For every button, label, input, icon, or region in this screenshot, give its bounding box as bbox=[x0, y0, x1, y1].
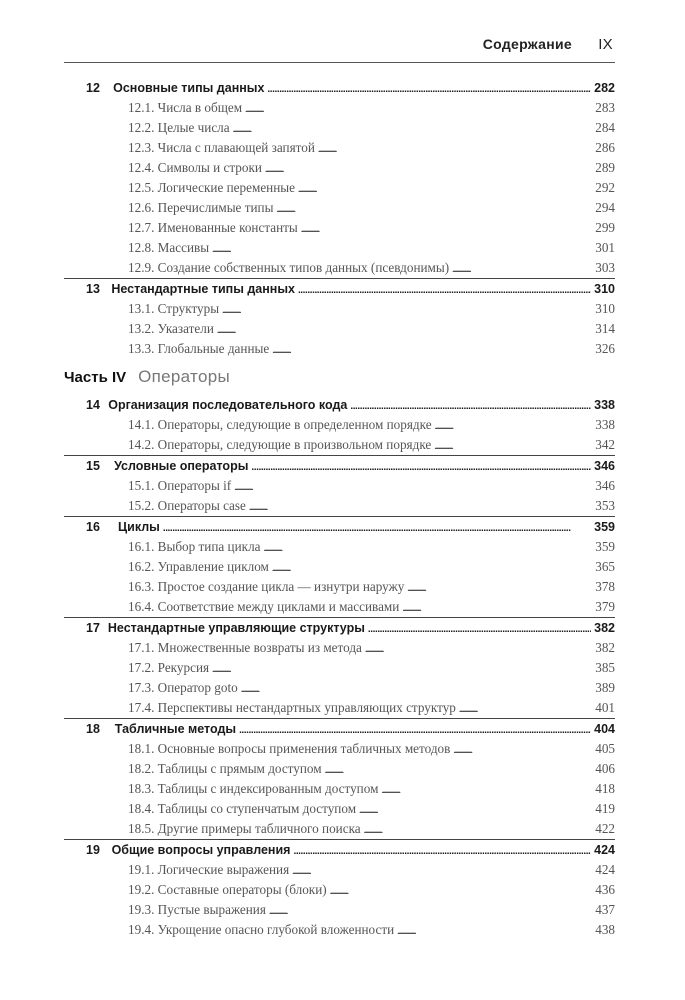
section-title: 19.1. Логические выражения bbox=[128, 862, 290, 877]
chapter-entry[interactable] bbox=[64, 78, 615, 98]
chapter-page-number: 282 bbox=[594, 81, 615, 95]
section-entry[interactable] bbox=[64, 138, 615, 158]
chapter-page-number: 382 bbox=[594, 621, 615, 635]
section-page-number: 299 bbox=[595, 220, 615, 235]
dot-leader bbox=[318, 138, 592, 159]
section-title: 16.1. Выбор типа цикла bbox=[128, 539, 261, 554]
section-title: 12.9. Создание собственных типов данных (псевдонимы) bbox=[128, 260, 450, 275]
dot-leader bbox=[407, 577, 592, 598]
section-title: 18.4. Таблицы со ступенчатым доступом bbox=[128, 801, 357, 816]
section-title: 17.1. Множественные возвраты из метода bbox=[128, 640, 362, 655]
section-title: 13.1. Структуры bbox=[128, 301, 220, 316]
section-page-number: 289 bbox=[595, 160, 615, 175]
dot-leader bbox=[292, 860, 592, 881]
chapter-block bbox=[64, 455, 615, 516]
dot-leader bbox=[301, 218, 592, 239]
chapter-entry[interactable] bbox=[64, 395, 615, 415]
chapter-block bbox=[64, 839, 615, 940]
running-header bbox=[483, 36, 613, 53]
section-entry[interactable] bbox=[64, 258, 615, 278]
chapter-title: Табличные методы bbox=[114, 722, 237, 736]
dot-leader bbox=[241, 678, 592, 699]
chapter-title: Основные типы данных bbox=[113, 81, 265, 95]
section-title: 14.1. Операторы, следующие в определенном порядке bbox=[128, 417, 432, 432]
dot-leader bbox=[397, 920, 592, 941]
dot-leader bbox=[249, 496, 592, 517]
chapter-page-number: 404 bbox=[594, 722, 615, 736]
section-entry[interactable] bbox=[64, 638, 615, 658]
chapter-block bbox=[64, 516, 615, 617]
section-title: 12.8. Массивы bbox=[128, 240, 210, 255]
chapter-number: 17 bbox=[86, 621, 100, 635]
dot-leader bbox=[381, 779, 592, 800]
section-entry[interactable] bbox=[64, 557, 615, 577]
section-title: 12.4. Символы и строки bbox=[128, 160, 262, 175]
section-entry[interactable] bbox=[64, 238, 615, 258]
section-page-number: 365 bbox=[595, 559, 615, 574]
section-page-number: 292 bbox=[595, 180, 615, 195]
section-title: 16.3. Простое создание цикла — изнутри наружу bbox=[128, 579, 405, 594]
section-title: 12.2. Целые числа bbox=[128, 120, 230, 135]
section-title: 19.2. Составные операторы (блоки) bbox=[128, 882, 327, 897]
section-entry[interactable] bbox=[64, 415, 615, 435]
dot-leader bbox=[212, 238, 592, 259]
section-entry[interactable] bbox=[64, 739, 615, 759]
dot-leader bbox=[217, 319, 592, 340]
chapter-number: 14 bbox=[86, 398, 100, 412]
chapter-entry[interactable] bbox=[64, 719, 615, 739]
section-page-number: 419 bbox=[595, 801, 615, 816]
section-entry[interactable] bbox=[64, 476, 615, 496]
chapter-page-number: 338 bbox=[594, 398, 615, 412]
section-title: 19.3. Пустые выражения bbox=[128, 902, 266, 917]
section-entry[interactable] bbox=[64, 900, 615, 920]
chapter-number: 18 bbox=[86, 722, 100, 736]
section-page-number: 389 bbox=[595, 680, 615, 695]
section-title: 16.4. Соответствие между циклами и массивами bbox=[128, 599, 400, 614]
dot-leader bbox=[245, 98, 592, 119]
section-entry[interactable] bbox=[64, 678, 615, 698]
section-page-number: 424 bbox=[595, 862, 615, 877]
chapter-entry[interactable] bbox=[64, 840, 615, 860]
chapter-page-number: 310 bbox=[594, 282, 615, 296]
section-page-number: 385 bbox=[595, 660, 615, 675]
section-page-number: 382 bbox=[595, 640, 615, 655]
section-title: 17.4. Перспективы нестандартных управляющих структур bbox=[128, 700, 456, 715]
section-title: 12.6. Перечислимые типы bbox=[128, 200, 274, 215]
dot-leader bbox=[330, 880, 593, 901]
section-page-number: 401 bbox=[595, 700, 615, 715]
section-title: 13.2. Указатели bbox=[128, 321, 214, 336]
chapter-number: 13 bbox=[86, 282, 100, 296]
section-title: 18.5. Другие примеры табличного поиска bbox=[128, 821, 361, 836]
dot-leader bbox=[212, 658, 592, 679]
chapter-title: Нестандартные типы данных bbox=[111, 282, 295, 296]
section-entry[interactable] bbox=[64, 158, 615, 178]
section-page-number: 422 bbox=[595, 821, 615, 836]
dot-leader bbox=[272, 339, 592, 360]
dot-leader bbox=[365, 638, 592, 659]
section-page-number: 346 bbox=[595, 478, 615, 493]
chapter-block bbox=[64, 617, 615, 718]
section-entry[interactable] bbox=[64, 577, 615, 597]
section-page-number: 284 bbox=[595, 120, 615, 135]
dot-leader bbox=[435, 415, 593, 436]
chapter-title: Общие вопросы управления bbox=[111, 843, 291, 857]
section-title: 17.2. Рекурсия bbox=[128, 660, 210, 675]
section-page-number: 353 bbox=[595, 498, 615, 513]
dot-leader bbox=[368, 618, 591, 640]
section-page-number: 338 bbox=[595, 417, 615, 432]
section-page-number: 310 bbox=[595, 301, 615, 316]
section-entry[interactable] bbox=[64, 698, 615, 718]
section-entry[interactable] bbox=[64, 779, 615, 799]
section-title: 18.1. Основные вопросы применения табличных методов bbox=[128, 741, 451, 756]
chapter-number: 15 bbox=[86, 459, 100, 473]
chapter-block bbox=[64, 718, 615, 839]
dot-leader bbox=[251, 456, 591, 478]
dot-leader bbox=[434, 435, 592, 456]
section-entry[interactable] bbox=[64, 339, 615, 359]
dot-leader bbox=[163, 517, 591, 539]
section-entry[interactable] bbox=[64, 880, 615, 900]
section-title: 12.1. Числа в общем bbox=[128, 100, 243, 115]
section-page-number: 314 bbox=[595, 321, 615, 336]
running-header-page-number: IX bbox=[598, 36, 613, 53]
chapter-block bbox=[64, 395, 615, 455]
section-title: 13.3. Глобальные данные bbox=[128, 341, 270, 356]
section-page-number: 436 bbox=[595, 882, 615, 897]
dot-leader bbox=[264, 537, 593, 558]
section-page-number: 418 bbox=[595, 781, 615, 796]
dot-leader bbox=[453, 739, 592, 760]
section-entry[interactable] bbox=[64, 496, 615, 516]
section-entry[interactable] bbox=[64, 759, 615, 779]
chapter-entry[interactable] bbox=[64, 618, 615, 638]
section-title: 15.2. Операторы case bbox=[128, 498, 246, 513]
running-header-section: Содержание bbox=[482, 36, 573, 52]
part-title: Операторы bbox=[138, 367, 230, 386]
dot-leader bbox=[402, 597, 592, 618]
dot-leader bbox=[452, 258, 592, 279]
chapter-entry[interactable] bbox=[64, 279, 615, 299]
dot-leader bbox=[298, 178, 592, 199]
table-of-contents bbox=[64, 78, 615, 940]
section-entry[interactable] bbox=[64, 537, 615, 557]
dot-leader bbox=[239, 719, 591, 741]
section-page-number: 438 bbox=[595, 922, 615, 937]
chapter-entry[interactable] bbox=[64, 517, 615, 537]
section-page-number: 286 bbox=[595, 140, 615, 155]
section-page-number: 378 bbox=[595, 579, 615, 594]
section-title: 12.7. Именованные константы bbox=[128, 220, 298, 235]
section-page-number: 359 bbox=[595, 539, 615, 554]
section-page-number: 326 bbox=[595, 341, 615, 356]
section-title: 12.5. Логические переменные bbox=[128, 180, 296, 195]
section-entry[interactable] bbox=[64, 819, 615, 839]
section-page-number: 301 bbox=[595, 240, 615, 255]
chapter-block bbox=[64, 278, 615, 359]
section-title: 14.2. Операторы, следующие в произвольном порядке bbox=[128, 437, 432, 452]
section-entry[interactable] bbox=[64, 98, 615, 118]
chapter-block bbox=[64, 78, 615, 278]
section-title: 19.4. Укрощение опасно глубокой вложенности bbox=[128, 922, 395, 937]
section-entry[interactable] bbox=[64, 658, 615, 678]
chapter-number: 19 bbox=[86, 843, 100, 857]
section-entry[interactable] bbox=[64, 860, 615, 880]
dot-leader bbox=[269, 900, 592, 921]
section-entry[interactable] bbox=[64, 597, 615, 617]
section-page-number: 437 bbox=[595, 902, 615, 917]
chapter-title: Условные операторы bbox=[114, 459, 249, 473]
chapter-title: Нестандартные управляющие структуры bbox=[107, 621, 365, 635]
section-page-number: 342 bbox=[595, 437, 615, 452]
chapter-page-number: 346 bbox=[594, 459, 615, 473]
toc-group-statements bbox=[64, 395, 615, 940]
dot-leader bbox=[364, 819, 593, 840]
dot-leader bbox=[298, 279, 591, 301]
section-entry[interactable] bbox=[64, 319, 615, 339]
section-page-number: 294 bbox=[595, 200, 615, 215]
section-title: 17.3. Оператор goto bbox=[128, 680, 238, 695]
section-entry[interactable] bbox=[64, 920, 615, 940]
section-entry[interactable] bbox=[64, 435, 615, 455]
chapter-title: Организация последовательного кода bbox=[108, 398, 348, 412]
dot-leader bbox=[276, 198, 592, 219]
dot-leader bbox=[267, 78, 591, 100]
section-page-number: 283 bbox=[595, 100, 615, 115]
section-page-number: 405 bbox=[595, 741, 615, 756]
chapter-page-number: 424 bbox=[594, 843, 615, 857]
chapter-number: 12 bbox=[86, 81, 100, 95]
chapter-entry[interactable] bbox=[64, 456, 615, 476]
section-entry[interactable] bbox=[64, 118, 615, 138]
dot-leader bbox=[222, 299, 592, 320]
section-title: 16.2. Управление циклом bbox=[128, 559, 269, 574]
header-rule bbox=[64, 62, 615, 63]
section-title: 12.3. Числа с плавающей запятой bbox=[128, 140, 315, 155]
section-title: 15.1. Операторы if bbox=[128, 478, 232, 493]
section-page-number: 379 bbox=[595, 599, 615, 614]
section-title: 18.2. Таблицы с прямым доступом bbox=[128, 761, 322, 776]
chapter-title: Циклы bbox=[118, 520, 160, 534]
dot-leader bbox=[325, 759, 593, 780]
section-entry[interactable] bbox=[64, 299, 615, 319]
dot-leader bbox=[459, 698, 592, 719]
section-page-number: 406 bbox=[595, 761, 615, 776]
dot-leader bbox=[233, 118, 593, 139]
chapter-page-number: 359 bbox=[594, 520, 615, 534]
section-title: 18.3. Таблицы с индексированным доступом bbox=[128, 781, 379, 796]
part-heading bbox=[64, 359, 615, 395]
section-entry[interactable] bbox=[64, 218, 615, 238]
part-label: Часть IV bbox=[64, 368, 127, 386]
section-entry[interactable] bbox=[64, 799, 615, 819]
toc-group-data-types bbox=[64, 78, 615, 359]
dot-leader bbox=[265, 158, 592, 179]
dot-leader bbox=[234, 476, 592, 497]
section-entry[interactable] bbox=[64, 178, 615, 198]
chapter-number: 16 bbox=[86, 520, 100, 534]
section-page-number: 303 bbox=[595, 260, 615, 275]
dot-leader bbox=[350, 395, 591, 417]
dot-leader bbox=[272, 557, 592, 578]
dot-leader bbox=[359, 799, 592, 820]
dot-leader bbox=[293, 840, 591, 862]
section-entry[interactable] bbox=[64, 198, 615, 218]
